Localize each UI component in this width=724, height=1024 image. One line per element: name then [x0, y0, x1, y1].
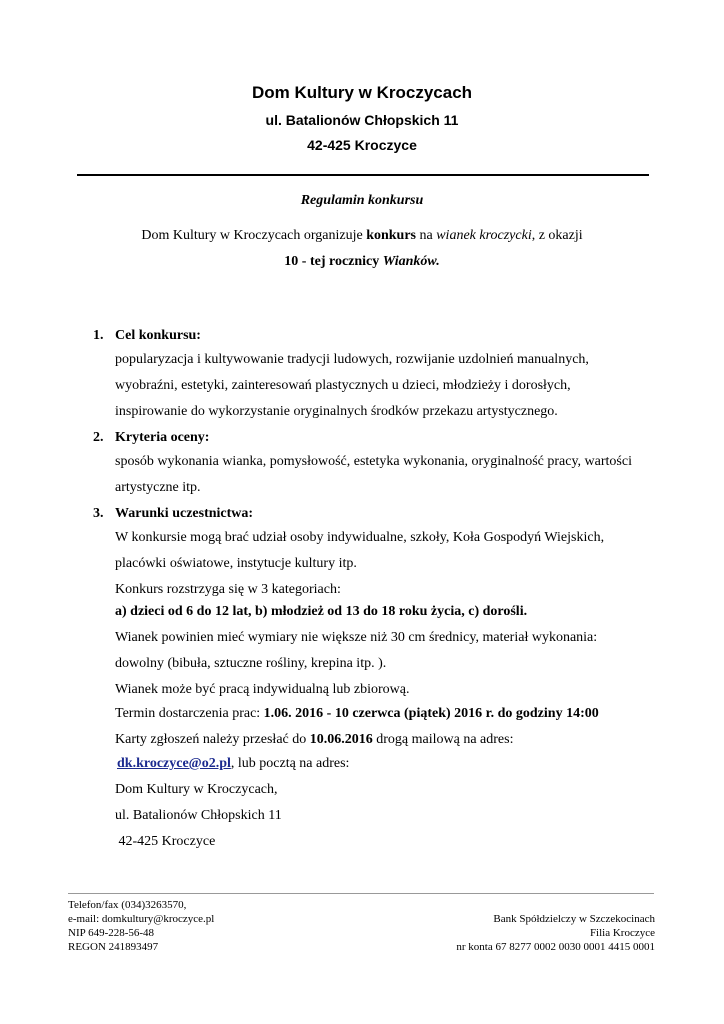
section-1-line: popularyzacja i kultywowanie tradycji ludowych, rozwijanie uzdolnień manualnych,: [115, 352, 589, 367]
section-3-heading: [93, 506, 254, 522]
postal-address-line: Dom Kultury w Kroczycach,: [115, 782, 278, 797]
section-3-line: Konkurs rozstrzyga się w 3 kategoriach:: [115, 582, 341, 597]
organization-city: 42-425 Kroczyce: [307, 137, 417, 153]
section-3-number: 3.: [93, 506, 104, 521]
deadline-label: Termin dostarczenia prac:: [115, 706, 264, 721]
footer-email: e-mail: domkultury@kroczyce.pl: [68, 913, 215, 925]
section-1-heading: [93, 328, 201, 344]
section-3-line: placówki oświatowe, instytucje kultury itp.: [115, 556, 357, 571]
footer-bank: Bank Spółdzielczy w Szczekocinach: [493, 913, 655, 925]
rules-title: Regulamin konkursu: [300, 193, 424, 208]
submission-line: [115, 732, 513, 748]
section-2-line: sposób wykonania wianka, pomysłowość, estetyka wykonania, oryginalność pracy, wartości: [115, 454, 632, 469]
anniversary-line: [0, 254, 724, 270]
submission-date: 10.06.2016: [309, 732, 373, 747]
section-2-number: 2.: [93, 430, 104, 445]
section-3-line: Wianek może być pracą indywidualną lub zbiorową.: [115, 682, 410, 697]
section-2-title: Kryteria oceny:: [115, 430, 210, 445]
footer-nip: NIP 649-228-56-48: [68, 927, 155, 939]
section-1-line: wyobraźni, estetyki, zainteresowań plastycznych u dzieci, młodzieży i dorosłych,: [115, 378, 571, 393]
postal-address-line: ul. Batalionów Chłopskich 11: [115, 808, 282, 823]
organization-name: Dom Kultury w Kroczycach: [251, 83, 473, 102]
footer-regon: REGON 241893497: [68, 941, 159, 953]
section-1-line: inspirowanie do wykorzystanie oryginalnych środków przekazu artystycznego.: [115, 404, 558, 419]
deadline-line: [115, 706, 599, 722]
intro-wianek: wianek kroczycki: [436, 228, 532, 243]
section-3-title: Warunki uczestnictwa:: [115, 506, 254, 521]
header-divider: [77, 174, 649, 176]
footer-account-number: nr konta 67 8277 0002 0030 0001 4415 0001: [456, 941, 655, 953]
section-3-line: W konkursie mogą brać udział osoby indywidualne, szkoły, Koła Gospodyń Wiejskich,: [115, 530, 605, 545]
footer-divider: [68, 893, 654, 894]
section-3-line: Wianek powinien mieć wymiary nie większe niż 30 cm średnicy, materiał wykonania:: [115, 630, 598, 645]
email-suffix: , lub pocztą na adres:: [230, 756, 350, 771]
footer-phone: Telefon/fax (034)3263570,: [68, 899, 187, 911]
section-3-line: dowolny (bibuła, sztuczne rośliny, krepina itp. ).: [115, 656, 387, 671]
anniversary-wiankow: Wianków.: [382, 254, 440, 269]
footer-bank-branch: Filia Kroczyce: [589, 927, 655, 939]
deadline-date: 1.06. 2016 - 10 czerwca (piątek) 2016 r. do godziny 14:00: [263, 706, 599, 721]
organization-street: ul. Batalionów Chłopskich 11: [265, 112, 459, 128]
intro-text-2: na: [416, 228, 437, 243]
postal-address-line: 42-425 Kroczyce: [115, 834, 216, 849]
section-1-number: 1.: [93, 328, 104, 343]
submission-prefix: Karty zgłoszeń należy przesłać do: [115, 732, 310, 747]
age-categories: a) dzieci od 6 do 12 lat, b) młodzież od 13 do 18 roku życia, c) dorośli.: [115, 604, 528, 619]
intro-line: [0, 228, 724, 244]
section-1-title: Cel konkursu:: [115, 328, 201, 343]
email-line: [117, 756, 349, 772]
section-2-heading: [93, 430, 210, 446]
intro-konkurs: konkurs: [366, 228, 416, 243]
section-2-line: artystyczne itp.: [115, 480, 201, 495]
email-link[interactable]: dk.kroczyce@o2.pl: [117, 756, 231, 771]
submission-suffix: drogą mailową na adres:: [372, 732, 514, 747]
intro-text-1: Dom Kultury w Kroczycach organizuje: [141, 228, 367, 243]
anniversary-prefix: 10 - tej rocznicy: [284, 254, 383, 269]
intro-text-3: , z okazji: [531, 228, 583, 243]
